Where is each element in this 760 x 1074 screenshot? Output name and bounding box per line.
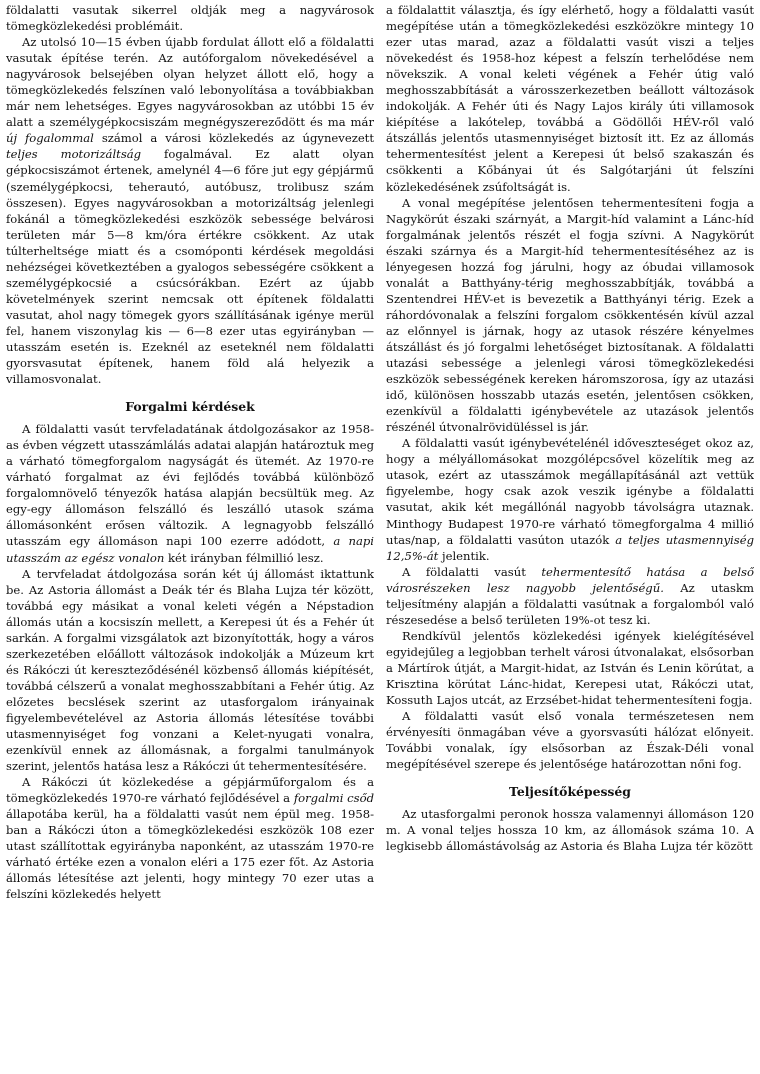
emphasis: forgalmi csőd [293,791,374,806]
paragraph: Az utolsó 10—15 évben újabb fordulat állott elő a földalatti vasutak építése terén. Az autóforgalom növekedésével a nagyvárosok belsejében olyan helyzet állott elő, hogy a tömegközlekedés felszínen való lebonyolítása a továbbiakban már nem lehetséges. Egyes nagyvárosokban az utóbbi 15 év alatt a személygépkocsiszám megnégyszereződött és ma már új fogalommal számol a városi közlekedés az úgynevezett teljes motorizáltság fogalmával. Ez alatt olyan gépkocsiszámot értenek, amelynél 4—6 főre jut egy gépjármű (személygépkocsi, teherautó, autóbusz, trolibusz szám összesen). Egyes nagyvárosokban a motorizáltság jelenlegi fokánál a tömegközlekedési eszközök sebessége belvárosi területen már 5—8 km/óra értékre csökkent. Az utak túlterheltsége miatt és a csomóponti kérdések megoldási nehézségei következtében a gyalogos sebességére csökkent a személygépkocsié a csúcsórákban. Ezért az újabb követelmények szerint nemcsak ott építenek földalatti vasutat, ahol nagy tömegek gyors szállításának igénye merül fel, hanem viszonylag kis — 6—8 ezer utas egyirányban — utasszám esetén is. Ezeknél az eseteknél nem földalatti gyorsvasutat építenek, hanem föld alá helyezik a villamosvonalat. [6,35,374,387]
emphasis: tehermentesítő hatása a belső városrészeken lesz nagyobb jelentőségű. [386,564,754,595]
left-column [6,2,374,1074]
emphasis: teljes motorizáltság [6,147,142,162]
paragraph: A vonal megépítése jelentősen tehermentesíteni fogja a Nagykörút északi szárnyát, a Margit-híd valamint a Lánc-híd forgalmának jelentős részét el fogja szívni. A Nagykörút északi szárnya és a Margit-híd tehermentesítéséhez az is lényegesen hozzá fog járulni, hogy az óbudai villamosok vonalát a Batthyány-térig meghosszabbítják, továbbá a Szentendrei HÉV-et is bevezetik a Batthyányi térig. Ezek a ráhordóvonalak a felszíni forgalom csökkentésén kívül azzal az előnnyel is járnak, hogy az utasok részére kényelmes átszállást és jó forgalmi lehetőséget biztosítanak. A földalatti utazási sebessége a jelenlegi városi tömegközlekedési eszközök sebességének kereken háromszorosa, így az utazási idő, különösen hosszabb utazás esetén, jelentősen csökken, ezenkívül a földalatti igénybevétele az utazások jelentős részénél útvonalrövidüléssel is jár. [386,195,754,435]
paragraph: Az utasforgalmi peronok hossza valamennyi állomáson 120 m. A vonal teljes hossza 10 km, az állomások száma 10. A legkisebb állomástávolság az Astoria és Blaha Lujza tér között [386,807,754,854]
emphasis: új fogalommal [6,131,94,146]
section-heading-forgalmi: Forgalmi kérdések [125,399,255,415]
paragraph: Rendkívül jelentős közlekedési igények kielégítésével egyidejűleg a legjobban terhelt városi útvonalakat, elsősorban a Mártírok útját, a Margit-hidat, az István és Lenin körútat, a Krisztina körútat Lánc-hidat, Kerepesi utat, Rákóczi utat, Kossuth Lajos utcát, az Erzsébet-hidat tehermentesíteni fogja. [386,628,754,708]
paragraph: A földalatti vasút első vonala természetesen nem érvényesíti önmagában véve a gyorsvasúti hálózat előnyeit. További vonalak, így elsősorban az Észak-Déli vonal megépítésével szerepe és jelentősége határozottan nőni fog. [386,709,754,772]
paragraph: földalatti vasutak sikerrel oldják meg a nagyvárosok tömegközlekedési problémáit. [6,3,374,34]
paragraph: A földalatti vasút tehermentesítő hatása a belső városrészeken lesz nagyobb jelentőségű. Az utaskm teljesítmény alapján a földalatti vasútnak a forgalomból való részesedése a belső területen 19%-ot tesz ki. [386,564,754,627]
paragraph: A földalatti vasút tervfeladatának átdolgozásakor az 1958-as évben végzett utasszámlálás adatai alapján határoztuk meg a várható tömegforgalom nagyságát és ütemét. Az 1970-re várható forgalmat az évi fejlődés továbbá különböző forgalomnövelő tényezők hatása alapján becsültük meg. Az egy-egy állomáson felszálló és leszálló utasok száma állomásonként erősen változik. A legnagyobb felszálló utasszám egy állomáson napi 100 ezerre adódott, a napi utasszám az egész vonalon két irányban félmillió lesz. [6,422,374,565]
paragraph: A földalatti vasút igénybevételénél időveszteséget okoz az, hogy a mélyállomásokat mozgólépcsővel közelítik meg az utasok, ezért az utasszámok megállapításánál azt vettük figyelembe, hogy csak azok veszik igénybe a földalatti vasutat, akik két megállónál nagyobb távolságra utaznak. Minthogy Budapest 1970-re várható tömegforgalma 4 millió utas/nap, a földalatti vasúton utazók a teljes utasmennyiség 12,5%-át jelentik. [386,436,754,563]
emphasis: a napi utasszám az egész vonalon [6,534,374,565]
paragraph: A tervfeladat átdolgozása során két új állomást iktattunk be. Az Astoria állomást a Deák tér és Blaha Lujza tér között, továbbá egy másikat a vonal keleti végén a Népstadion állomás után a kocsiszín mellett, a Kerepesi út és a Fehér út sarkán. A forgalmi vizsgálatok azt bizonyították, hogy a város szerkezetében előállott változások indokolják a Múzeum krt és Rákóczi út kereszteződésénél közbenső állomás kiépítését, továbbá célszerű a vonalat meghosszabbítani a Fehér útig. Az előzetes becslések szerint az utasforgalom irányainak figyelembevételével az Astoria állomás létesítése további utasmennyiséget fog vonzani a Kelet-nyugati vonalra, ezenkívül ennek az állomásnak, a forgalmi tanulmányok szerint, jelentős hatása lesz a Rákóczi út tehermentesítésére. [6,566,374,774]
section-heading-teljesitokepesseg: Teljesítőképesség [509,784,631,800]
emphasis: a teljes utasmennyiség 12,5%-át [386,532,754,563]
right-column [386,2,754,1074]
paragraph: a földalattit választja, és így elérhető, hogy a földalatti vasút megépítése után a tömegközlekedési eszközökre mintegy 10 ezer utas marad, azaz a földalatti vasút viszi a teljes növekedést és 1958-hoz képest a felszín terhelődése nem növekszik. A vonal keleti végének a Fehér útig való meghosszabbítását a városszerkezetben beállott változások indokolják. A Fehér úti és Nagy Lajos király úti villamosok kiépítése a lakótelep, továbbá a Gödöllői HÉV-ről való átszállás jelentős utasmennyiséget biztosít itt. Ez az állomás tehermentesítést jelent a Kerepesi út belső szakaszán és csökkenti a Kőbányai út és Salgótarjáni út felszíni közlekedésének zsúfoltságát is. [386,3,754,194]
paragraph: A Rákóczi út közlekedése a gépjárműforgalom és a tömegközlekedés 1970-re várható fejlődésével a forgalmi csőd állapotába kerül, ha a földalatti vasút nem épül meg. 1958-ban a Rákóczi úton a tömegközlekedési eszközök 108 ezer utast szállítottak egyirányba naponként, az utasszám 1970-re várható értéke ezen a vonalon eléri a 175 ezer főt. Az Astoria állomás létesítése azt jelenti, hogy mintegy 70 ezer utas a felszíni közlekedés helyett [6,775,374,902]
